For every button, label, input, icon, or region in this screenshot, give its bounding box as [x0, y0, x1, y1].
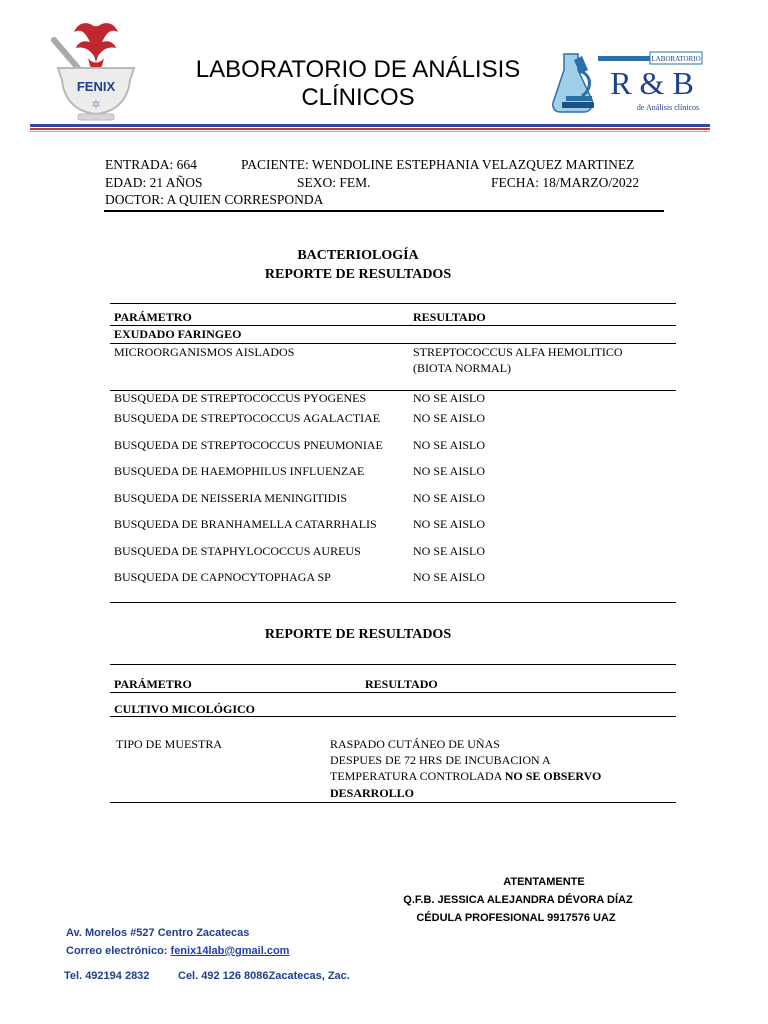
table-row: [114, 544, 361, 559]
table1-bottom-line: [110, 602, 676, 603]
rb-logo-sub-text: de Análisis clínicos: [636, 103, 700, 112]
table-row-result: NO SE AISLO: [413, 517, 486, 531]
table-row: [114, 491, 347, 506]
table2-header-line: [110, 692, 676, 693]
signature-greeting: ATENTAMENTE: [503, 876, 585, 888]
footer-tel: Tel. 492194 2832: [64, 970, 150, 982]
table2-col-param: PARÁMETRO: [114, 677, 192, 691]
table2-group-line: [110, 716, 676, 717]
row-param: BUSQUEDA DE BRANHAMELLA CATARRHALIS: [114, 517, 377, 531]
table1-group-label: EXUDADO FARINGEO: [114, 327, 242, 341]
lab-title-line2: CLÍNICOS: [301, 84, 415, 111]
sample-result-line1: RASPADO CUTÁNEO DE UÑAS: [330, 737, 500, 751]
row-param: BUSQUEDA DE HAEMOPHILUS INFLUENZAE: [114, 464, 365, 478]
table2-group-label: CULTIVO MICOLÓGICO: [114, 702, 256, 716]
row-param: BUSQUEDA DE NEISSERIA MENINGITIDIS: [114, 491, 347, 505]
table-row: [114, 517, 377, 532]
table-row-result: NO SE AISLO: [413, 411, 486, 425]
section2-title: REPORTE DE RESULTADOS: [264, 627, 452, 642]
table1-header-line: [110, 325, 676, 326]
sample-result-line3-bold: NO SE OBSERVO: [504, 769, 602, 783]
row-param: BUSQUEDA DE STAPHYLOCOCCUS AUREUS: [114, 544, 361, 558]
table2-col-result: RESULTADO: [365, 677, 438, 691]
lab-title-line1: LABORATORIO DE ANÁLISIS: [195, 56, 521, 83]
table1-group-line: [110, 343, 676, 344]
header-band-blue: [30, 124, 710, 127]
table1-col-param: PARÁMETRO: [114, 310, 192, 324]
row-param: BUSQUEDA DE STREPTOCOCCUS AGALACTIAE: [114, 411, 381, 425]
section1-title: BACTERIOLOGÍA: [297, 248, 419, 263]
micro-result-line1: STREPTOCOCCUS ALFA HEMOLITICO: [413, 345, 623, 359]
svg-text:✲: ✲: [91, 99, 101, 111]
section1-subtitle: REPORTE DE RESULTADOS: [264, 267, 452, 282]
table2-bottom-line: [110, 802, 676, 803]
paciente-field: PACIENTE: WENDOLINE ESTEPHANIA VELAZQUEZ MARTINEZ: [241, 157, 635, 172]
signature-cedula: CÉDULA PROFESIONAL 9917576 UAZ: [416, 912, 616, 924]
table-row: [114, 438, 383, 453]
table-row-result: NO SE AISLO: [413, 570, 486, 584]
row-param: BUSQUEDA DE STREPTOCOCCUS PNEUMONIAE: [114, 438, 383, 452]
entrada-field: ENTRADA: 664: [105, 157, 197, 172]
table-row-result: NO SE AISLO: [413, 491, 486, 505]
edad-field: EDAD: 21 AÑOS: [105, 175, 203, 190]
sample-result-line4: DESARROLLO: [330, 786, 415, 800]
table1-top-line: [110, 303, 676, 304]
rb-logo-main-text: R & B: [610, 65, 694, 101]
table-row: [114, 411, 380, 426]
rb-logo: [552, 44, 704, 116]
sample-label: TIPO DE MUESTRA: [116, 737, 223, 751]
table-row-result: NO SE AISLO: [413, 438, 486, 452]
table1-col-result: RESULTADO: [413, 310, 486, 324]
sample-result-line3-normal: TEMPERATURA CONTROLADA: [330, 769, 505, 783]
microscope-flask-icon: [552, 44, 704, 116]
rb-logo-small-text: LABORATORIO: [651, 55, 701, 63]
patient-divider: [104, 210, 664, 212]
micro-label: MICROORGANISMOS AISLADOS: [114, 345, 295, 359]
header-band-light: [30, 131, 710, 132]
row-param: BUSQUEDA DE STREPTOCOCCUS PYOGENES: [114, 391, 367, 405]
sample-result-line3: [330, 769, 601, 784]
row-param: BUSQUEDA DE CAPNOCYTOPHAGA SP: [114, 570, 331, 584]
table-row-result: NO SE AISLO: [413, 464, 486, 478]
fenix-logo-text: FENIX: [76, 79, 116, 94]
footer-email-label: Correo electrónico:: [66, 945, 171, 957]
table-row-result: NO SE AISLO: [413, 544, 486, 558]
table2-top-line: [110, 664, 676, 665]
footer-email-link[interactable]: fenix14lab@gmail.com: [170, 945, 290, 957]
micro-result-line2: (BIOTA NORMAL): [413, 361, 512, 375]
fecha-field: FECHA: 18/MARZO/2022: [491, 175, 640, 190]
footer-cel: Cel. 492 126 8086Zacatecas, Zac.: [178, 970, 350, 982]
footer-address: Av. Morelos #527 Centro Zacatecas: [66, 927, 250, 939]
signature-name: Q.F.B. JESSICA ALEJANDRA DÉVORA DÍAZ: [403, 894, 633, 906]
doctor-field: DOCTOR: A QUIEN CORRESPONDA: [105, 192, 324, 207]
table-row-result: NO SE AISLO: [413, 391, 486, 405]
table-row: [114, 570, 331, 585]
sample-result-line2: DESPUES DE 72 HRS DE INCUBACION A: [330, 753, 551, 767]
table-row: [114, 464, 364, 479]
table-row: [114, 391, 366, 406]
footer-email-row: [66, 945, 289, 957]
sexo-field: SEXO: FEM.: [297, 175, 371, 190]
header-band-red: [30, 128, 710, 130]
